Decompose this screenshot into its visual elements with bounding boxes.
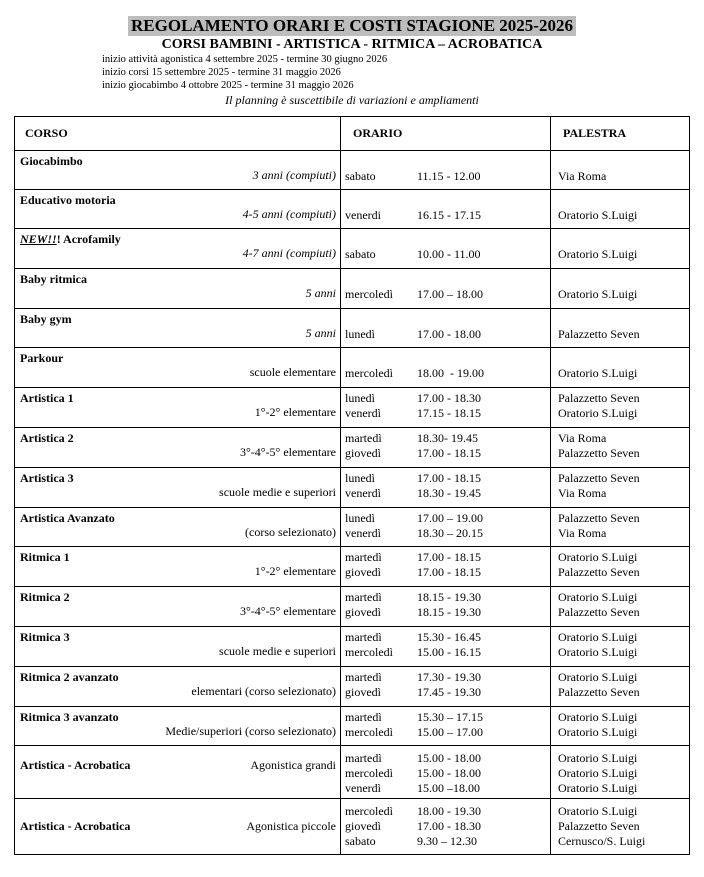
schedule-slot (345, 685, 550, 700)
course-cell (15, 707, 341, 746)
table-row (15, 627, 690, 667)
slot-gym: Oratorio S.Luigi (558, 208, 638, 222)
course-name (15, 348, 340, 365)
schedule-cell (341, 627, 551, 667)
gym-cell (551, 428, 690, 468)
slot-day: lunedì (345, 327, 375, 341)
schedule-slot (345, 751, 550, 766)
slot-day: giovedì (345, 685, 381, 699)
schedule-slot (345, 834, 550, 849)
slot-gym: Palazzetto Seven (558, 819, 640, 833)
course-cell (15, 627, 341, 667)
table-row (15, 707, 690, 746)
page-title: REGOLAMENTO ORARI E COSTI STAGIONE 2025-2026 (128, 16, 576, 36)
course-name (15, 309, 340, 326)
course-description: 3°-4°-5° elementare (239, 445, 336, 459)
schedule-slot (345, 565, 550, 580)
slot-day: mercoledì (345, 287, 393, 301)
slot-time: 18.15 - 19.30 (417, 605, 481, 619)
schedule-table (14, 116, 690, 855)
table-row (15, 428, 690, 468)
new-badge: NEW!! (20, 232, 57, 246)
slot-day: lunedì (345, 471, 375, 485)
schedule-cell (341, 388, 551, 428)
table-row (15, 799, 690, 855)
schedule-slot (345, 511, 550, 526)
schedule-cell (341, 547, 551, 587)
course-name-text: Artistica Avanzato (20, 511, 115, 525)
course-description: Agonistica grandi (250, 758, 336, 772)
course-name-text: Ritmica 2 avanzato (20, 670, 119, 684)
slot-time: 17.15 - 18.15 (417, 406, 481, 420)
schedule-slot (345, 391, 550, 406)
slot-time: 9.30 – 12.30 (417, 834, 477, 848)
course-description: 4-5 anni (compiuti) (242, 207, 336, 221)
planning-note: Il planning è suscettibile di variazioni e ampliamenti (225, 93, 479, 107)
course-name (15, 587, 340, 604)
slot-time: 15.00 - 18.00 (417, 751, 481, 765)
schedule-cell (341, 746, 551, 799)
table-row (15, 508, 690, 547)
slot-time: 17.00 - 18.30 (417, 391, 481, 405)
slot-gym: Palazzetto Seven (558, 327, 640, 341)
slot-time: 18.00 - 19.00 (417, 366, 484, 380)
course-description: 1°-2° elementare (254, 405, 336, 419)
slot-day: martedì (345, 751, 382, 765)
table-row (15, 151, 690, 190)
course-cell (15, 348, 341, 388)
table-row (15, 309, 690, 348)
schedule-slot (345, 550, 550, 565)
slot-gym: Oratorio S.Luigi (558, 247, 638, 261)
slot-day: martedì (345, 590, 382, 604)
gym-cell (551, 388, 690, 428)
course-name (15, 388, 340, 405)
slot-day: martedì (345, 670, 382, 684)
slot-day: mercoledì (345, 766, 393, 780)
slot-time: 15.00 - 16.15 (417, 645, 481, 659)
info-line: inizio giocabimbo 4 ottobre 2025 - termine 31 maggio 2026 (102, 80, 354, 91)
schedule-cell (341, 707, 551, 746)
course-cell (15, 468, 341, 508)
course-cell (15, 547, 341, 587)
slot-time: 18.15 - 19.30 (417, 590, 481, 604)
course-cell (15, 190, 341, 229)
schedule-slot (345, 431, 550, 446)
course-cell (15, 799, 341, 855)
course-cell (15, 269, 341, 309)
table-row (15, 468, 690, 508)
schedule-slot (345, 526, 550, 541)
slot-time: 15.30 - 16.45 (417, 630, 481, 644)
course-description: scuole elementare (249, 365, 336, 379)
schedule-slot (345, 725, 550, 740)
table-row (15, 547, 690, 587)
course-description: Medie/superiori (corso selezionato) (165, 724, 336, 738)
course-name-text: Ritmica 3 (20, 630, 70, 644)
slot-gym: Via Roma (558, 431, 607, 445)
slot-time: 18.30- 19.45 (417, 431, 478, 445)
schedule-slot (345, 169, 550, 184)
slot-gym: Oratorio S.Luigi (558, 804, 638, 818)
schedule-slot (345, 766, 550, 781)
info-line: inizio corsi 15 settembre 2025 - termine 31 maggio 2026 (102, 67, 341, 78)
title-wrap (0, 0, 704, 36)
gym-cell (551, 746, 690, 799)
slot-time: 17.30 - 19.30 (417, 670, 481, 684)
table-row (15, 229, 690, 269)
slot-day: martedì (345, 630, 382, 644)
course-description: 3 anni (compiuti) (252, 168, 336, 182)
course-name (15, 269, 340, 286)
season-info (102, 53, 704, 92)
gym-cell (551, 229, 690, 269)
slot-gym: Oratorio S.Luigi (558, 725, 638, 739)
schedule-slot (345, 630, 550, 645)
slot-gym: Oratorio S.Luigi (558, 590, 638, 604)
schedule-slot (345, 486, 550, 501)
schedule-slot (345, 781, 550, 796)
course-name (15, 151, 340, 168)
schedule-slot (345, 406, 550, 421)
gym-cell (551, 269, 690, 309)
gym-cell (551, 587, 690, 627)
course-description: Agonistica piccole (246, 819, 336, 833)
course-description: scuole medie e superiori (219, 644, 336, 658)
course-name-text: Artistica - Acrobatica (20, 819, 131, 833)
slot-gym: Oratorio S.Luigi (558, 366, 638, 380)
schedule-cell (341, 799, 551, 855)
slot-day: giovedì (345, 605, 381, 619)
info-line: inizio attività agonistica 4 settembre 2025 - termine 30 giugno 2026 (102, 54, 388, 65)
table-row (15, 746, 690, 799)
schedule-slot (345, 366, 550, 381)
course-name (15, 758, 130, 772)
course-cell (15, 309, 341, 348)
slot-day: lunedì (345, 511, 375, 525)
course-cell (15, 229, 341, 269)
slot-gym: Palazzetto Seven (558, 605, 640, 619)
slot-day: venerdi (345, 208, 381, 222)
course-name (15, 707, 340, 724)
table-row (15, 667, 690, 707)
slot-gym: Oratorio S.Luigi (558, 406, 638, 420)
course-description: 3°-4°-5° elementare (239, 604, 336, 618)
course-description: 5 anni (305, 286, 336, 300)
slot-gym: Palazzetto Seven (558, 685, 640, 699)
schedule-slot (345, 710, 550, 725)
slot-time: 17.00 - 18.15 (417, 471, 481, 485)
schedule-slot (345, 645, 550, 660)
slot-time: 15.00 – 17.00 (417, 725, 483, 739)
schedule-cell (341, 468, 551, 508)
table-row (15, 190, 690, 229)
course-name (15, 468, 340, 485)
course-description: elementari (corso selezionato) (191, 684, 336, 698)
slot-time: 18.00 - 19.30 (417, 804, 481, 818)
schedule-cell (341, 269, 551, 309)
course-name-text: Artistica 3 (20, 471, 74, 485)
slot-gym: Via Roma (558, 169, 607, 183)
slot-time: 10.00 - 11.00 (417, 247, 481, 261)
table-row (15, 388, 690, 428)
slot-gym: Oratorio S.Luigi (558, 550, 638, 564)
gym-cell (551, 508, 690, 547)
slot-gym: Oratorio S.Luigi (558, 287, 638, 301)
course-cell (15, 667, 341, 707)
slot-time: 17.00 - 18.00 (417, 327, 481, 341)
course-name-text: Baby ritmica (20, 272, 87, 286)
course-name-text: Artistica - Acrobatica (20, 758, 131, 772)
slot-time: 17.00 – 19.00 (417, 511, 483, 525)
slot-gym: Palazzetto Seven (558, 511, 640, 525)
gym-cell (551, 707, 690, 746)
course-cell (15, 508, 341, 547)
slot-time: 17.00 - 18.15 (417, 565, 481, 579)
course-name-text: Parkour (20, 351, 64, 365)
course-name (15, 667, 340, 684)
schedule-slot (345, 605, 550, 620)
slot-gym: Oratorio S.Luigi (558, 781, 638, 795)
schedule-cell (341, 151, 551, 190)
slot-day: giovedì (345, 819, 381, 833)
course-name-text: Educativo motoria (20, 193, 116, 207)
schedule-slot (345, 590, 550, 605)
slot-day: venerdì (345, 526, 381, 540)
schedule-slot (345, 670, 550, 685)
slot-time: 17.00 – 18.00 (417, 287, 483, 301)
table-row (15, 348, 690, 388)
slot-day: sabato (345, 169, 376, 183)
slot-gym: Oratorio S.Luigi (558, 670, 638, 684)
gym-cell (551, 667, 690, 707)
course-description: (corso selezionato) (245, 525, 336, 539)
course-cell (15, 388, 341, 428)
schedule-cell (341, 309, 551, 348)
page-subtitle: CORSI BAMBINI - ARTISTICA - RITMICA – ACROBATICA (161, 37, 543, 52)
schedule-slot (345, 804, 550, 819)
slot-time: 17.00 - 18.15 (417, 550, 481, 564)
course-description: 1°-2° elementare (254, 564, 336, 578)
schedule-slot (345, 446, 550, 461)
schedule-slot (345, 287, 550, 302)
slot-day: giovedì (345, 446, 381, 460)
slot-gym: Palazzetto Seven (558, 471, 640, 485)
table-row (15, 269, 690, 309)
slot-day: venerdì (345, 781, 381, 795)
slot-gym: Via Roma (558, 526, 607, 540)
schedule-cell (341, 348, 551, 388)
slot-time: 17.00 - 18.30 (417, 819, 481, 833)
table-row (15, 587, 690, 627)
table-header-row (15, 117, 690, 151)
slot-gym: Palazzetto Seven (558, 565, 640, 579)
gym-cell (551, 190, 690, 229)
slot-day: mercoledì (345, 725, 393, 739)
slot-day: martedì (345, 550, 382, 564)
course-name-text: Artistica 2 (20, 431, 74, 445)
course-name (15, 508, 340, 525)
course-description: 4-7 anni (compiuti) (242, 246, 336, 260)
slot-day: martedì (345, 710, 382, 724)
slot-gym: Oratorio S.Luigi (558, 630, 638, 644)
slot-time: 18.30 - 19.45 (417, 486, 481, 500)
course-name (15, 819, 130, 833)
course-cell (15, 151, 341, 190)
schedule-cell (341, 508, 551, 547)
course-cell (15, 587, 341, 627)
slot-day: sabato (345, 834, 376, 848)
slot-day: venerdì (345, 406, 381, 420)
schedule-slot (345, 819, 550, 834)
gym-cell (551, 348, 690, 388)
course-description: 5 anni (305, 326, 336, 340)
slot-time: 16.15 - 17.15 (417, 208, 481, 222)
course-name-text: Giocabimbo (20, 154, 83, 168)
slot-time: 11.15 - 12.00 (417, 169, 481, 183)
course-name (15, 428, 340, 445)
course-cell (15, 428, 341, 468)
slot-gym: Oratorio S.Luigi (558, 710, 638, 724)
slot-time: 17.45 - 19.30 (417, 685, 481, 699)
slot-time: 15.00 –18.00 (417, 781, 480, 795)
course-name-text: Artistica 1 (20, 391, 74, 405)
gym-cell (551, 468, 690, 508)
course-name-text: Ritmica 2 (20, 590, 70, 604)
slot-gym: Oratorio S.Luigi (558, 645, 638, 659)
schedule-slot (345, 208, 550, 223)
gym-cell (551, 799, 690, 855)
slot-day: venerdì (345, 486, 381, 500)
course-description: scuole medie e superiori (219, 485, 336, 499)
gym-cell (551, 627, 690, 667)
slot-day: lunedì (345, 391, 375, 405)
slot-time: 17.00 - 18.15 (417, 446, 481, 460)
course-name-text: Ritmica 3 avanzato (20, 710, 119, 724)
slot-gym: Palazzetto Seven (558, 391, 640, 405)
schedule-cell (341, 190, 551, 229)
course-name (15, 547, 340, 564)
slot-day: mercoledì (345, 366, 393, 380)
course-name (15, 229, 340, 246)
course-cell (15, 746, 341, 799)
slot-time: 18.30 – 20.15 (417, 526, 483, 540)
header-palestra: PALESTRA (551, 117, 690, 151)
course-name-text: Ritmica 1 (20, 550, 70, 564)
course-name-text: Acrofamily (63, 232, 121, 246)
slot-gym: Cernusco/S. Luigi (558, 834, 646, 848)
gym-cell (551, 547, 690, 587)
slot-day: sabato (345, 247, 376, 261)
slot-time: 15.30 – 17.15 (417, 710, 483, 724)
course-name (15, 627, 340, 644)
schedule-cell (341, 229, 551, 269)
new-badge-exclaim: ! (56, 232, 61, 246)
schedule-cell (341, 428, 551, 468)
header-corso: CORSO (15, 117, 341, 151)
schedule-cell (341, 587, 551, 627)
slot-day: giovedì (345, 565, 381, 579)
slot-gym: Palazzetto Seven (558, 446, 640, 460)
gym-cell (551, 309, 690, 348)
slot-gym: Oratorio S.Luigi (558, 766, 638, 780)
slot-day: mercoledì (345, 645, 393, 659)
slot-day: martedì (345, 431, 382, 445)
schedule-cell (341, 667, 551, 707)
course-name (15, 190, 340, 207)
schedule-slot (345, 471, 550, 486)
gym-cell (551, 151, 690, 190)
slot-time: 15.00 - 18.00 (417, 766, 481, 780)
course-name-text: Baby gym (20, 312, 72, 326)
slot-gym: Via Roma (558, 486, 607, 500)
schedule-slot (345, 327, 550, 342)
slot-day: mercoledì (345, 804, 393, 818)
header-orario: ORARIO (341, 117, 551, 151)
slot-gym: Oratorio S.Luigi (558, 751, 638, 765)
schedule-slot (345, 247, 550, 262)
